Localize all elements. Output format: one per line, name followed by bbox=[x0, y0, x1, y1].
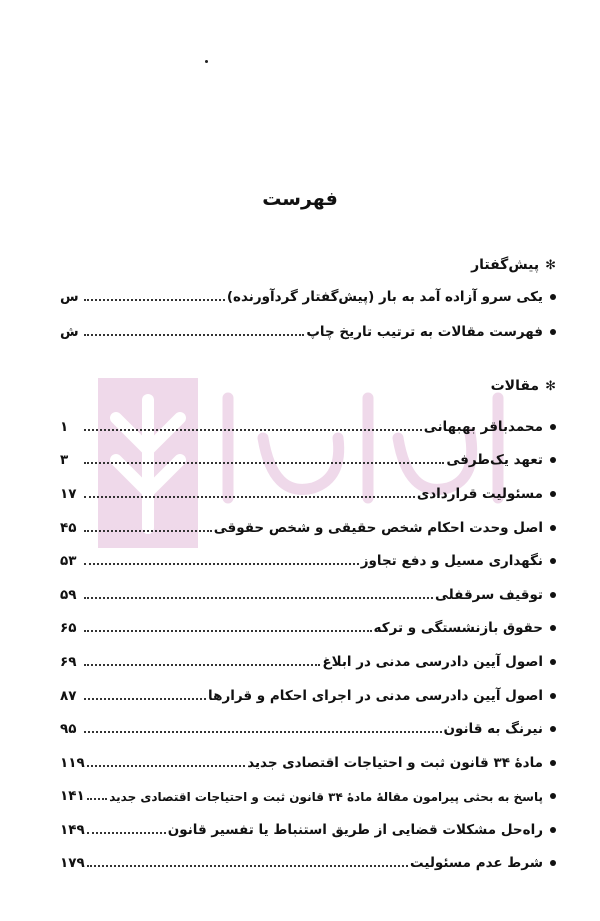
entry-title: شرط عدم مسئولیت bbox=[410, 855, 543, 871]
toc-entry bbox=[60, 682, 556, 704]
bullet-icon bbox=[550, 760, 556, 766]
asterisk-icon: ✻ bbox=[545, 258, 556, 273]
page-number: ۸۷ bbox=[60, 688, 77, 704]
bullet-icon bbox=[550, 329, 556, 335]
toc-entry bbox=[60, 318, 556, 340]
dot-leader bbox=[84, 334, 304, 336]
page-number: ۴۵ bbox=[60, 520, 77, 536]
ink-dot bbox=[205, 60, 208, 63]
page-number: ۱ bbox=[60, 419, 69, 435]
dot-leader bbox=[84, 597, 433, 599]
dot-leader bbox=[84, 299, 225, 301]
toc-entry bbox=[60, 715, 556, 737]
preface-heading: ✻پیش‌گفتار bbox=[471, 257, 556, 273]
dot-leader bbox=[84, 496, 415, 498]
entry-title: تعهد یک‌طرفی bbox=[446, 452, 543, 468]
bullet-icon bbox=[550, 793, 556, 799]
page-number: س bbox=[60, 289, 79, 305]
page-number: ۶۵ bbox=[60, 620, 77, 636]
entry-title: اصول آیین دادرسی مدنی در اجرای احکام و قرارها bbox=[208, 688, 543, 704]
asterisk-icon: ✻ bbox=[545, 379, 556, 394]
dot-leader bbox=[87, 832, 166, 834]
toc-entry bbox=[60, 614, 556, 636]
toc-entry bbox=[60, 446, 556, 468]
entry-title: اصل وحدت احکام شخص حقیقی و شخص حقوقی bbox=[213, 520, 543, 536]
entry-title: یکی سرو آزاده آمد به بار (پیش‌گفتار گردآورنده) bbox=[226, 289, 543, 305]
entry-title: نگهداری مسیل و دفع تجاوز bbox=[360, 553, 543, 569]
articles-heading: ✻مقالات bbox=[490, 378, 556, 394]
entry-title: مادهٔ ۳۴ قانون ثبت و احتیاجات اقتصادی جدید bbox=[247, 755, 543, 771]
bullet-icon bbox=[550, 424, 556, 430]
dot-leader bbox=[87, 798, 107, 800]
entry-title: محمدباقر بهبهانی bbox=[423, 419, 543, 435]
page-number: ۵۹ bbox=[60, 587, 77, 603]
toc-entry bbox=[60, 749, 556, 771]
page-number: ۵۳ bbox=[60, 553, 77, 569]
bullet-icon bbox=[550, 457, 556, 463]
page-number: ۱۷ bbox=[60, 486, 77, 502]
toc-entry bbox=[60, 413, 556, 435]
entry-title: پاسخ به بحثی پیرامون مقالهٔ مادهٔ ۳۴ قانون ثبت و احتیاجات اقتصادی جدید bbox=[109, 790, 543, 804]
page-number: ۶۹ bbox=[60, 654, 77, 670]
toc-entry bbox=[60, 849, 556, 871]
toc-entry bbox=[60, 480, 556, 502]
bullet-icon bbox=[550, 726, 556, 732]
page-number: ۱۱۹ bbox=[60, 755, 85, 771]
toc-entry bbox=[60, 547, 556, 569]
dot-leader bbox=[87, 865, 408, 867]
dot-leader bbox=[84, 664, 320, 666]
dot-leader bbox=[84, 731, 442, 733]
dot-leader bbox=[84, 429, 422, 431]
page-number: ۹۵ bbox=[60, 721, 77, 737]
dot-leader bbox=[84, 530, 212, 532]
entry-title: حقوق بازنشستگی و ترکه bbox=[373, 620, 543, 636]
dot-leader bbox=[87, 765, 245, 767]
toc-entry bbox=[60, 581, 556, 603]
bullet-icon bbox=[550, 491, 556, 497]
page-title: فهرست bbox=[262, 188, 338, 210]
bullet-icon bbox=[550, 625, 556, 631]
entry-title: مسئولیت قراردادی bbox=[416, 486, 543, 502]
bullet-icon bbox=[550, 860, 556, 866]
entry-title: توقیف سرقفلی bbox=[434, 587, 543, 603]
bullet-icon bbox=[550, 827, 556, 833]
toc-entry bbox=[60, 283, 556, 305]
entry-title: نیرنگ به قانون bbox=[443, 721, 543, 737]
bullet-icon bbox=[550, 294, 556, 300]
bullet-icon bbox=[550, 693, 556, 699]
dot-leader bbox=[84, 563, 359, 565]
page-number: ۱۴۹ bbox=[60, 822, 85, 838]
dot-leader bbox=[84, 698, 206, 700]
bullet-icon bbox=[550, 525, 556, 531]
dot-leader bbox=[84, 462, 444, 464]
toc-entry bbox=[60, 782, 556, 804]
entry-title: راه‌حل مشکلات قضایی از طریق استنباط یا تفسیر قانون bbox=[167, 822, 543, 838]
toc-entry bbox=[60, 816, 556, 838]
bullet-icon bbox=[550, 592, 556, 598]
page-number: ۱۷۹ bbox=[60, 855, 85, 871]
page-number: ش bbox=[60, 324, 79, 340]
page-number: ۱۴۱ bbox=[60, 788, 85, 804]
page-number: ۳ bbox=[60, 452, 69, 468]
toc-entry bbox=[60, 514, 556, 536]
bullet-icon bbox=[550, 659, 556, 665]
entry-title: اصول آیین دادرسی مدنی در ابلاغ bbox=[322, 654, 543, 670]
toc-entry bbox=[60, 648, 556, 670]
dot-leader bbox=[84, 630, 372, 632]
entry-title: فهرست مقالات به ترتیب تاریخ چاپ bbox=[306, 324, 543, 340]
bullet-icon bbox=[550, 558, 556, 564]
